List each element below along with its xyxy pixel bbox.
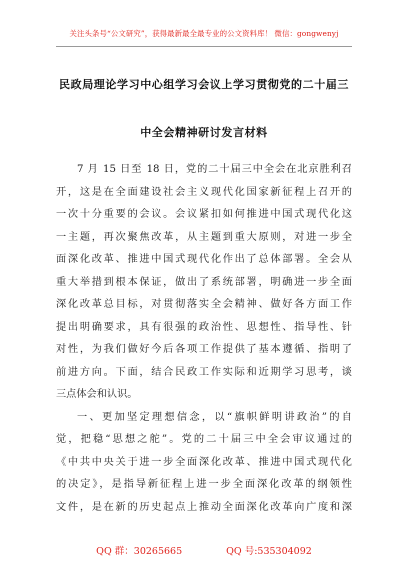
body-line: 7 月 15 日至 18 日，党的二十届三中全会在北京胜利召 xyxy=(77,164,352,175)
body-line: 三点体会和认识。 xyxy=(56,389,138,400)
body-line: 提出明确要求，具有很强的政治性、思想性、指导性、针 xyxy=(56,321,352,333)
body-line: 面深化改革、推进中国式现代化作出了总体部署。全会从 xyxy=(56,254,352,265)
footer-contact xyxy=(0,543,408,557)
header-divider xyxy=(56,46,352,47)
promo-banner: 关注头条号“公文研究”，获得最新最全最专业的公文资料库！ 微信：gongwenyj xyxy=(69,29,339,38)
body-line: 前进方向。下面，结合民政工作实际和近期学习思考，谈 xyxy=(56,366,352,378)
body-line: 一、更加坚定理想信念，以“旗帜鲜明讲政治”的自 xyxy=(77,411,352,423)
body-line: 对性，为我们做好今后各项工作提供了基本遵循、指明了 xyxy=(56,344,352,355)
document-title-line-2: 中全会精神研讨发言材料 xyxy=(140,126,268,139)
body-line: 深化改革总目标，对贯彻落实全会精神、做好各方面工作 xyxy=(56,299,352,310)
footer-qq-number: QQ 号:535304092 xyxy=(226,546,312,557)
body-line: 觉，把稳“思想之舵”。党的二十届三中全会审议通过的 xyxy=(56,434,352,445)
body-line: 的决定》，是指导新征程上进一步全面深化改革的纲领性 xyxy=(56,479,352,490)
body-line: 文件，是在新的历史起点上推动全面深化改革向广度和深 xyxy=(56,501,352,513)
document-body xyxy=(56,159,352,519)
body-line: 一次十分重要的会议。会议紧扣如何推进中国式现代化这 xyxy=(56,209,352,220)
body-line: 重大举措到根本保证，做出了系统部署，明确进一步全面 xyxy=(56,276,352,288)
body-line: 开，这是在全面建设社会主义现代化国家新征程上召开的 xyxy=(56,186,352,198)
body-line: 《中共中央关于进一步全面深化改革、推进中国式现代化 xyxy=(56,456,352,468)
document-title-line-1: 民政局理论学习中心组学习会议上学习贯彻党的二十届三 xyxy=(59,78,349,91)
body-line: 一主题，再次聚焦改革，从主题到重大原则，对进一步全 xyxy=(56,231,352,243)
footer-qq-group: QQ 群：30265665 xyxy=(96,546,183,557)
